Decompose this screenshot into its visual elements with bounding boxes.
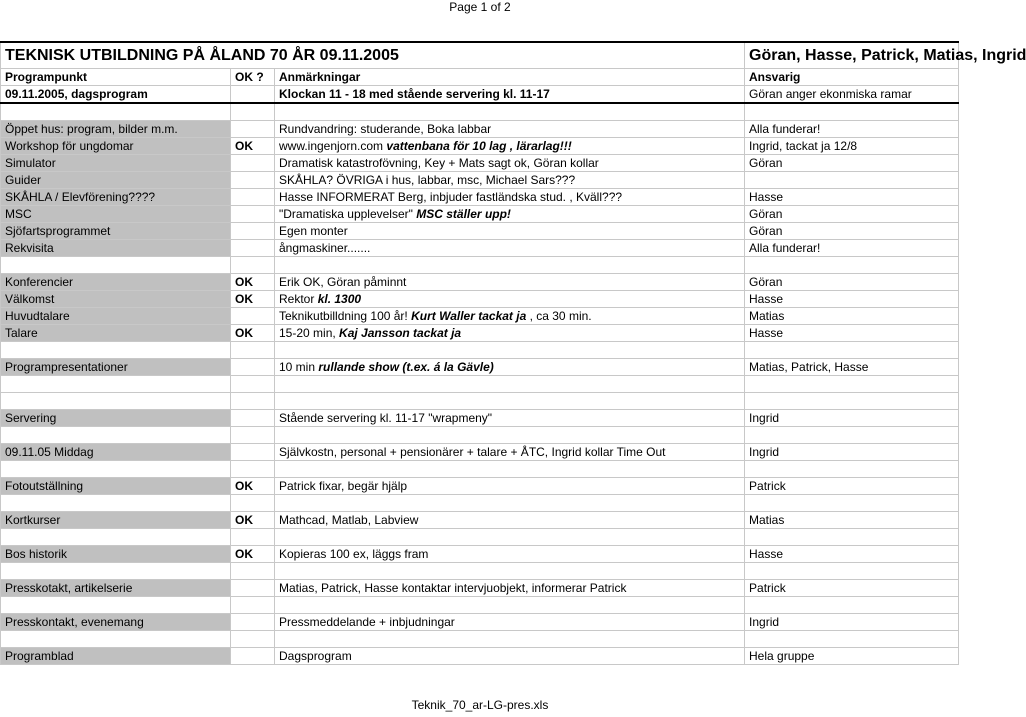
anmarkning-cell[interactable] [275,121,745,138]
programpunkt-cell[interactable] [1,172,231,189]
empty-cell[interactable] [231,461,275,478]
sheet-title-text: TEKNISK UTBILDNING PÅ ÅLAND 70 ÅR 09.11.2005 [5,46,399,64]
header-programpunkt-text: Programpunkt [5,70,88,84]
date-row [1,86,959,104]
anmarkning-text: SKÅHLA? ÖVRIGA i hus, labbar, msc, Michael Sars??? [279,173,576,187]
date-ansvarig[interactable] [745,86,959,104]
empty-row [1,495,959,512]
anmarkning-cell[interactable] [275,444,745,461]
ansvarig-cell[interactable] [745,410,959,427]
programpunkt-cell-text: 09.11.05 Middag [5,445,94,459]
ok-cell[interactable] [231,580,275,597]
empty-cell[interactable] [745,461,959,478]
ansvarig-cell[interactable] [745,648,959,665]
programpunkt-cell[interactable] [1,359,231,376]
programpunkt-cell[interactable] [1,240,231,257]
anmarkning-cell[interactable] [275,580,745,597]
ok-cell[interactable] [231,478,275,495]
header-anmarkningar-text: Anmärkningar [279,70,361,84]
anmarkning-cell[interactable] [275,512,745,529]
ansvarig-cell-text: Patrick [749,479,786,493]
programpunkt-cell[interactable] [1,223,231,240]
programpunkt-cell[interactable] [1,648,231,665]
anmarkning-tail: , ca 30 min. [526,309,592,323]
empty-cell[interactable] [1,257,231,274]
ok-cell[interactable] [231,444,275,461]
empty-row [1,427,959,444]
empty-row [1,529,959,546]
anmarkning-text: Matias, Patrick, Hasse kontaktar intervjuobjekt, informerar Patrick [279,581,627,595]
empty-cell[interactable] [231,257,275,274]
empty-cell[interactable] [275,427,745,444]
header-ok[interactable] [231,69,275,86]
empty-cell[interactable] [275,257,745,274]
empty-cell[interactable] [745,563,959,580]
ok-cell-text: OK [235,292,253,306]
anmarkning-text: Självkostn, personal + pensionärer + talare + ÅTC, Ingrid kollar Time Out [279,445,666,459]
empty-row [1,342,959,359]
ansvarig-cell-text: Patrick [749,581,786,595]
table-row [1,291,959,308]
programpunkt-cell-text: Workshop för ungdomar [5,139,134,153]
ansvarig-cell-text: Ingrid [749,615,780,629]
anmarkning-text: Pressmeddelande + inbjudningar [279,615,455,629]
ansvarig-cell-text: Göran [749,207,783,221]
ansvarig-cell-text: Hasse [749,547,784,561]
empty-cell[interactable] [275,597,745,614]
programpunkt-cell-text: Servering [5,411,57,425]
ok-cell[interactable] [231,138,275,155]
programpunkt-cell-text: Huvudtalare [5,309,70,323]
programpunkt-cell-text: Presskotakt, artikelserie [5,581,133,595]
empty-cell[interactable] [275,376,745,393]
sheet-title[interactable] [1,42,745,69]
empty-cell[interactable] [231,103,275,121]
empty-cell[interactable] [1,103,231,121]
ansvarig-cell[interactable] [745,325,959,342]
anmarkning-cell[interactable] [275,189,745,206]
ok-cell[interactable] [231,512,275,529]
empty-cell[interactable] [1,529,231,546]
empty-cell[interactable] [275,529,745,546]
date-programpunkt[interactable] [1,86,231,104]
programpunkt-cell[interactable] [1,614,231,631]
empty-cell[interactable] [231,529,275,546]
ansvarig-cell-text: Göran [749,275,783,289]
table-row [1,325,959,342]
empty-cell[interactable] [231,393,275,410]
empty-cell[interactable] [745,597,959,614]
anmarkning-cell[interactable] [275,614,745,631]
empty-row [1,461,959,478]
empty-cell[interactable] [275,563,745,580]
anmarkning-text: 10 min [279,360,319,374]
title-row [1,42,959,69]
programpunkt-cell[interactable] [1,512,231,529]
ansvarig-cell[interactable] [745,274,959,291]
table-row [1,240,959,257]
empty-cell[interactable] [1,393,231,410]
ansvarig-cell-text: Alla funderar! [749,122,821,136]
programpunkt-cell-text: Simulator [5,156,56,170]
anmarkning-text: Rundvandring: studerande, Boka labbar [279,122,492,136]
table-row [1,410,959,427]
empty-cell[interactable] [275,393,745,410]
anmarkning-text: Patrick fixar, begär hjälp [279,479,408,493]
empty-row [1,103,959,121]
anmarkning-cell[interactable] [275,410,745,427]
anmarkning-text: "Dramatiska upplevelser" [279,207,417,221]
ok-cell[interactable] [231,614,275,631]
anmarkning-text: Erik OK, Göran påminnt [279,275,407,289]
ansvarig-cell-text: Ingrid [749,445,780,459]
anmarkning-cell[interactable] [275,172,745,189]
ansvarig-cell-text: Matias [749,309,785,323]
empty-cell[interactable] [275,461,745,478]
file-name-footer: Teknik_70_ar-LG-pres.xls [411,698,549,712]
date-anmarkningar-text: Klockan 11 - 18 med stående servering kl. 11-17 [279,87,550,101]
header-ansvarig-text: Ansvarig [749,70,801,84]
ansvarig-cell[interactable] [745,512,959,529]
programpunkt-cell[interactable] [1,155,231,172]
programpunkt-cell-text: Talare [5,326,38,340]
ok-cell[interactable] [231,155,275,172]
table-row [1,614,959,631]
anmarkning-text: ångmaskiner....... [279,241,371,255]
empty-cell[interactable] [745,393,959,410]
ansvarig-cell[interactable] [745,291,959,308]
table-row [1,223,959,240]
ok-cell[interactable] [231,291,275,308]
ansvarig-cell[interactable] [745,189,959,206]
empty-cell[interactable] [745,376,959,393]
programpunkt-cell-text: MSC [5,207,32,221]
programpunkt-cell[interactable] [1,444,231,461]
ok-cell[interactable] [231,546,275,563]
ok-cell-text: OK [235,139,253,153]
empty-cell[interactable] [745,342,959,359]
ok-cell[interactable] [231,206,275,223]
table-row [1,189,959,206]
ok-cell-text: OK [235,479,253,493]
anmarkning-text: www.ingenjorn.com [279,139,387,153]
empty-cell[interactable] [745,427,959,444]
date-programpunkt-text: 09.11.2005, dagsprogram [5,87,148,101]
table-row [1,121,959,138]
table-row [1,444,959,461]
programpunkt-cell[interactable] [1,206,231,223]
ansvarig-cell[interactable] [745,359,959,376]
ansvarig-cell[interactable] [745,478,959,495]
ansvarig-cell-text: Hela gruppe [749,649,815,663]
empty-cell[interactable] [275,103,745,121]
ansvarig-cell[interactable] [745,240,959,257]
empty-cell[interactable] [1,495,231,512]
table-row [1,648,959,665]
anmarkning-text: Egen monter [279,224,348,238]
empty-cell[interactable] [1,563,231,580]
anmarkning-cell[interactable] [275,546,745,563]
date-ansvarig-text: Göran anger ekonmiska ramar [749,87,912,101]
table-row [1,546,959,563]
table-row [1,172,959,189]
ok-cell[interactable] [231,172,275,189]
ok-cell[interactable] [231,223,275,240]
programpunkt-cell[interactable] [1,189,231,206]
programpunkt-cell-text: Presskontakt, evenemang [5,615,144,629]
table-row [1,359,959,376]
empty-cell[interactable] [231,495,275,512]
programpunkt-cell-text: Guider [5,173,42,187]
empty-cell[interactable] [231,563,275,580]
empty-cell[interactable] [275,495,745,512]
empty-row [1,257,959,274]
header-anmarkningar[interactable] [275,69,745,86]
empty-row [1,597,959,614]
empty-cell[interactable] [745,495,959,512]
page-header: Page 1 of 2 [449,0,511,14]
ansvarig-cell[interactable] [745,444,959,461]
ansvarig-cell[interactable] [745,206,959,223]
empty-cell[interactable] [1,427,231,444]
empty-row [1,563,959,580]
empty-row [1,393,959,410]
empty-cell[interactable] [745,631,959,648]
ansvarig-cell-text: Matias, Patrick, Hasse [749,360,869,374]
programpunkt-cell[interactable] [1,308,231,325]
ansvarig-cell-text: Matias [749,513,785,527]
empty-cell[interactable] [1,376,231,393]
ansvarig-cell-text: Ingrid, tackat ja 12/8 [749,139,858,153]
empty-cell[interactable] [745,257,959,274]
ansvarig-cell-text: Alla funderar! [749,241,821,255]
programpunkt-cell[interactable] [1,580,231,597]
empty-cell[interactable] [231,597,275,614]
programpunkt-cell-text: Rekvisita [5,241,54,255]
ansvarig-cell[interactable] [745,121,959,138]
ansvarig-cell[interactable] [745,138,959,155]
anmarkning-emphasis: vattenbana för 10 lag , lärarlag!!! [386,139,572,153]
programpunkt-cell[interactable] [1,138,231,155]
anmarkning-text: Dramatisk katastrofövning, Key + Mats sagt ok, Göran kollar [279,156,599,170]
ansvarig-cell[interactable] [745,614,959,631]
ansvarig-cell-text: Hasse [749,292,784,306]
empty-cell[interactable] [231,342,275,359]
anmarkning-cell[interactable] [275,223,745,240]
ok-cell[interactable] [231,648,275,665]
table-row [1,138,959,155]
anmarkning-emphasis: MSC ställer upp! [416,207,511,221]
ok-cell[interactable] [231,325,275,342]
ansvarig-cell-text: Ingrid [749,411,780,425]
empty-cell[interactable] [1,461,231,478]
empty-cell[interactable] [745,103,959,121]
ok-cell[interactable] [231,359,275,376]
ansvarig-cell[interactable] [745,308,959,325]
ok-cell-text: OK [235,513,253,527]
anmarkning-text: Kopieras 100 ex, läggs fram [279,547,429,561]
anmarkning-emphasis: rullande show (t.ex. á la Gävle) [318,360,494,374]
table-row [1,274,959,291]
programpunkt-cell-text: Programblad [5,649,74,663]
table-row [1,478,959,495]
table-row [1,580,959,597]
anmarkning-cell[interactable] [275,138,745,155]
anmarkning-text: Dagsprogram [279,649,352,663]
anmarkning-emphasis: Kurt Waller tackat ja [411,309,527,323]
programpunkt-cell-text: Programpresentationer [5,360,128,374]
programpunkt-cell-text: SKÅHLA / Elevförening???? [5,190,156,204]
programpunkt-cell-text: Bos historik [5,547,68,561]
column-header-row [1,69,959,86]
ansvarig-cell-text: Hasse [749,326,784,340]
programpunkt-cell[interactable] [1,478,231,495]
programpunkt-cell-text: Konferencier [5,275,74,289]
table-row [1,155,959,172]
anmarkning-text: Teknikutbilldning 100 år! [279,309,412,323]
programpunkt-cell[interactable] [1,546,231,563]
table-row [1,512,959,529]
anmarkning-text: Rektor [279,292,318,306]
anmarkning-text: Hasse INFORMERAT Berg, inbjuder fastländska stud. , Kväll??? [279,190,623,204]
programpunkt-cell-text: Öppet hus: program, bilder m.m. [5,122,178,136]
empty-cell[interactable] [1,342,231,359]
ansvarig-cell[interactable] [745,155,959,172]
anmarkning-cell[interactable] [275,206,745,223]
programpunkt-cell[interactable] [1,410,231,427]
anmarkning-emphasis: kl. 1300 [317,292,362,306]
programpunkt-cell-text: Sjöfartsprogrammet [5,224,111,238]
empty-cell[interactable] [231,631,275,648]
anmarkning-text: Stående servering kl. 11-17 "wrapmeny" [279,411,493,425]
empty-cell[interactable] [1,597,231,614]
anmarkning-text: Mathcad, Matlab, Labview [279,513,419,527]
programpunkt-cell[interactable] [1,121,231,138]
programpunkt-cell-text: Kortkurser [5,513,61,527]
anmarkning-cell[interactable] [275,291,745,308]
ok-cell[interactable] [231,240,275,257]
empty-row [1,631,959,648]
programpunkt-cell[interactable] [1,325,231,342]
ok-cell-text: OK [235,326,253,340]
empty-cell[interactable] [1,631,231,648]
ansvarig-cell[interactable] [745,580,959,597]
ansvarig-cell-text: Göran [749,224,783,238]
header-ok-text: OK ? [235,70,264,84]
ok-cell[interactable] [231,308,275,325]
anmarkning-emphasis: Kaj Jansson tackat ja [339,326,462,340]
date-anmarkningar[interactable] [275,86,745,104]
spreadsheet-table [0,41,1026,665]
anmarkning-text: 15-20 min, [279,326,340,340]
empty-cell[interactable] [231,427,275,444]
empty-cell[interactable] [745,529,959,546]
ansvarig-cell[interactable] [745,172,959,189]
ansvarig-cell-text: Hasse [749,190,784,204]
empty-cell[interactable] [275,342,745,359]
ok-cell[interactable] [231,410,275,427]
anmarkning-cell[interactable] [275,648,745,665]
programpunkt-cell-text: Välkomst [5,292,55,306]
anmarkning-cell[interactable] [275,325,745,342]
empty-cell[interactable] [275,631,745,648]
ansvarig-cell[interactable] [745,223,959,240]
ok-cell[interactable] [231,189,275,206]
table-row [1,206,959,223]
anmarkning-cell[interactable] [275,155,745,172]
ok-cell[interactable] [231,274,275,291]
empty-cell[interactable] [231,376,275,393]
table-row [1,308,959,325]
anmarkning-cell[interactable] [275,308,745,325]
programpunkt-cell[interactable] [1,291,231,308]
ansvarig-cell-text: Göran [749,156,783,170]
anmarkning-cell[interactable] [275,359,745,376]
ansvarig-cell[interactable] [745,546,959,563]
ok-cell[interactable] [231,121,275,138]
anmarkning-cell[interactable] [275,478,745,495]
ok-cell-text: OK [235,547,253,561]
ok-cell-text: OK [235,275,253,289]
anmarkning-cell[interactable] [275,274,745,291]
header-programpunkt[interactable] [1,69,231,86]
programpunkt-cell-text: Fotoutställning [5,479,84,493]
team-members-text: Göran, Hasse, Patrick, Matias, Ingrid [749,46,1026,64]
date-ok[interactable] [231,86,275,104]
empty-row [1,376,959,393]
anmarkning-cell[interactable] [275,240,745,257]
programpunkt-cell[interactable] [1,274,231,291]
team-members[interactable] [745,42,1026,69]
header-ansvarig[interactable] [745,69,959,86]
